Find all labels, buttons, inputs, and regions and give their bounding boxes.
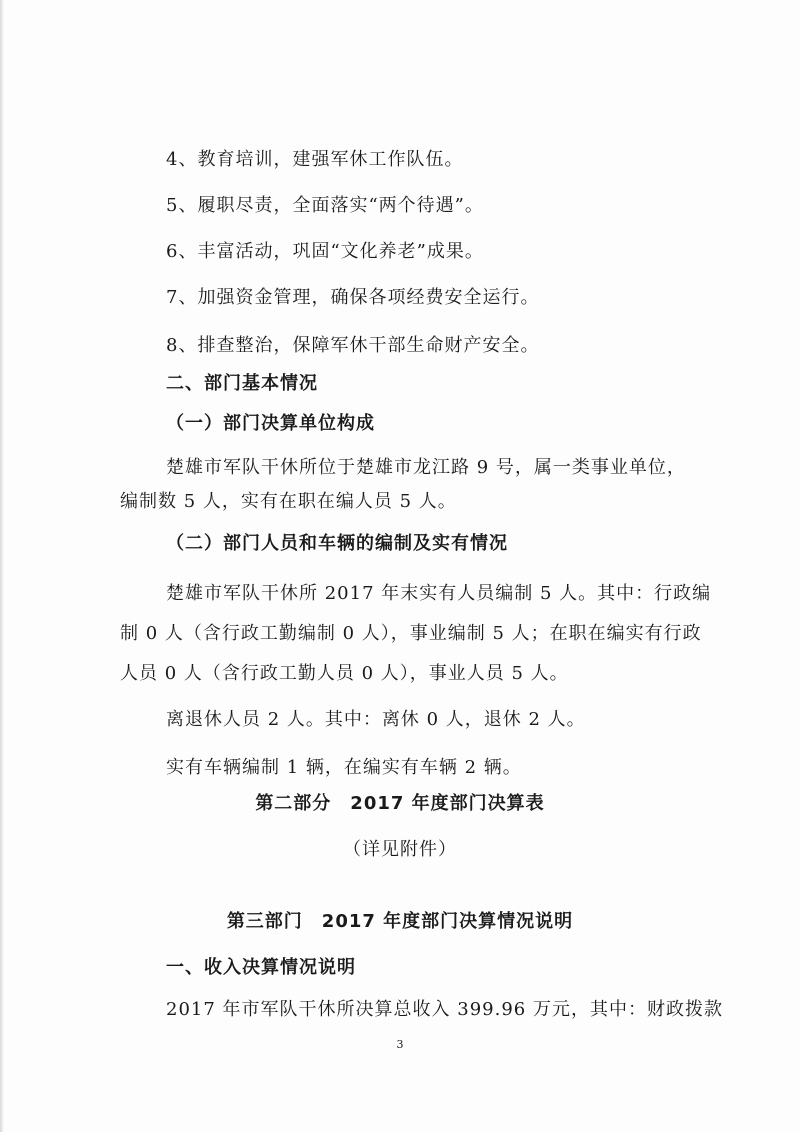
retired-staff-line: 离退休人员 2 人。其中：离休 0 人，退休 2 人。 [166,709,586,730]
subsection-heading-staff: （二）部门人员和车辆的编制及实有情况 [166,533,508,554]
paragraph-line: 人员 0 人（含行政工勤人员 0 人），事业人员 5 人。 [120,663,569,684]
section-heading: 二、部门基本情况 [166,373,318,394]
scan-edge [0,0,4,1132]
paragraph-line: 楚雄市军队干休所位于楚雄市龙江路 9 号，属一类事业单位， [166,457,686,478]
part3-title: 第三部门 2017 年度部门决算情况说明 [226,911,574,932]
income-section-heading: 一、收入决算情况说明 [166,957,356,978]
part2-note: （详见附件） [343,839,457,860]
paragraph-line: 编制数 5 人，实有在职在编人员 5 人。 [120,491,457,512]
paragraph-line: 2017 年市军队干休所决算总收入 399.96 万元，其中：财政拨款 [166,999,723,1020]
task-item-4: 4、教育培训，建强军休工作队伍。 [166,149,464,170]
task-item-6: 6、丰富活动，巩固“文化养老”成果。 [166,241,484,262]
part2-title: 第二部分 2017 年度部门决算表 [255,793,545,814]
paragraph-line: 楚雄市军队干休所 2017 年末实有人员编制 5 人。其中：行政编 [166,583,712,604]
paragraph-line: 制 0 人（含行政工勤编制 0 人），事业编制 5 人；在职在编实有行政 [120,623,702,644]
subsection-heading-units: （一）部门决算单位构成 [166,413,375,434]
task-item-8: 8、排查整治，保障军休干部生命财产安全。 [166,335,540,356]
task-item-7: 7、加强资金管理，确保各项经费安全运行。 [166,287,540,308]
page-number: 3 [396,1038,404,1051]
task-item-5: 5、履职尽责，全面落实“两个待遇”。 [166,195,484,216]
vehicles-line: 实有车辆编制 1 辆，在编实有车辆 2 辆。 [166,757,522,778]
